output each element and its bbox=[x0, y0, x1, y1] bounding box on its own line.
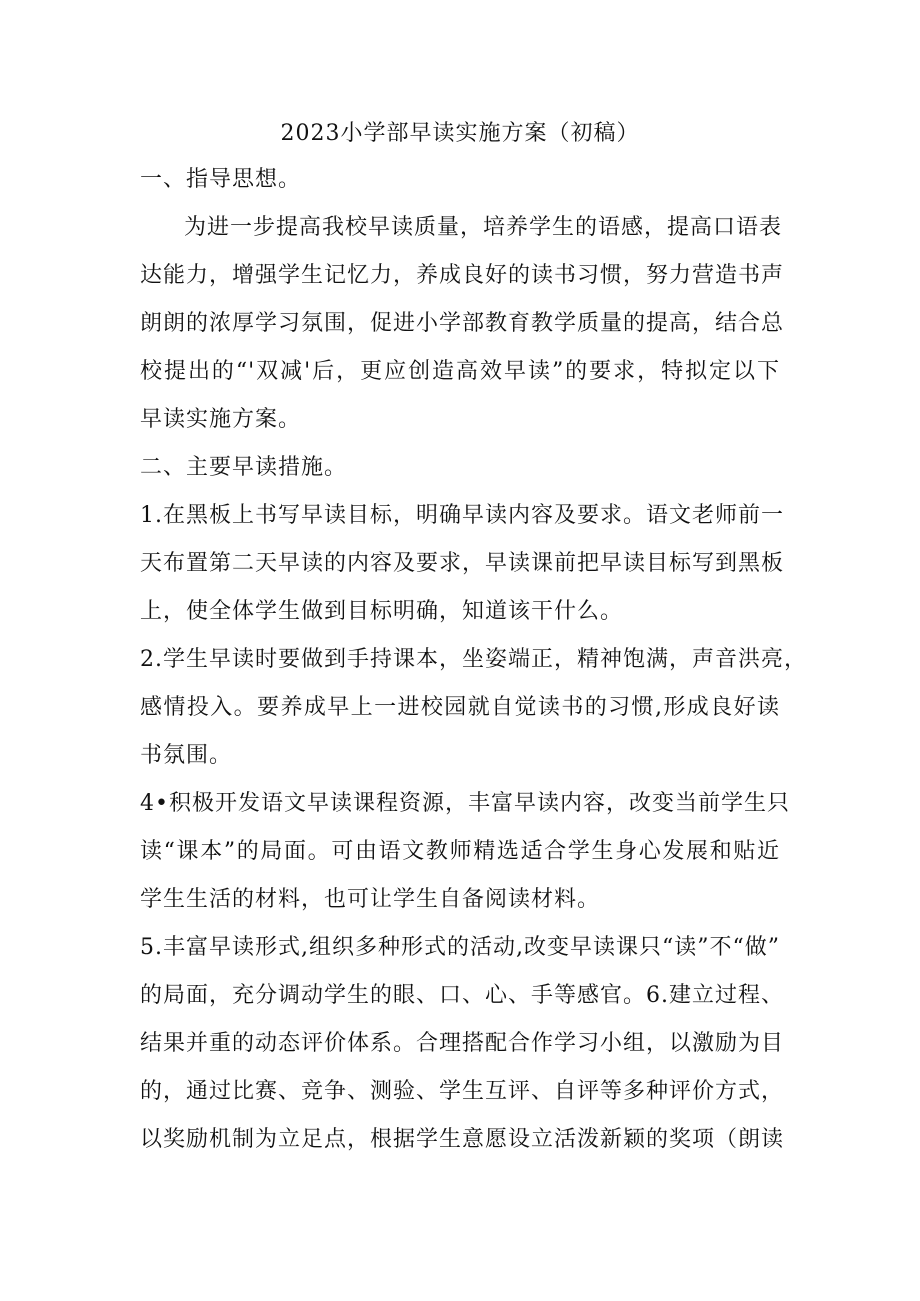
paragraph-line: 的，通过比赛、竞争、测验、学生互评、自评等多种评价方式， bbox=[140, 1079, 785, 1104]
paragraph-line: 达能力，增强学生记忆力，养成良好的读书习惯，努力营造书声 bbox=[140, 263, 785, 288]
paragraph-line: 天布置第二天早读的内容及要求，早读课前把早读目标写到黑板 bbox=[140, 551, 785, 576]
paragraph-line: 5.丰富早读形式,组织多种形式的活动,改变早读课只“读”不“做” bbox=[140, 935, 780, 960]
section-heading-guiding-thought: 一、指导思想。 bbox=[140, 167, 302, 192]
section-heading-measures: 二、主要早读措施。 bbox=[140, 455, 348, 480]
paragraph-line: 以奖励机制为立足点，根据学生意愿设立活泼新颖的奖项（朗读 bbox=[140, 1127, 785, 1152]
paragraph-line: 的局面，充分调动学生的眼、口、心、手等感官。6.建立过程、 bbox=[140, 983, 784, 1008]
paragraph-line: 学生生活的材料，也可让学生自备阅读材料。 bbox=[140, 887, 601, 912]
paragraph-line: 为进一步提高我校早读质量，培养学生的语感，提高口语表 bbox=[184, 215, 783, 240]
paragraph-line: 4•积极开发语文早读课程资源，丰富早读内容，改变当前学生只 bbox=[140, 791, 790, 816]
paragraph-line: 1.在黑板上书写早读目标，明确早读内容及要求。语文老师前一 bbox=[140, 503, 784, 528]
document-title: 2023小学部早读实施方案（初稿） bbox=[280, 121, 640, 146]
paragraph-line: 校提出的“'双减'后，更应创造高效早读”的要求，特拟定以下 bbox=[140, 359, 780, 384]
paragraph-line: 感情投入。要养成早上一进校园就自觉读书的习惯,形成良好读 bbox=[140, 695, 780, 720]
paragraph-line: 2.学生早读时要做到手持课本，坐姿端正，精神饱满，声音洪亮， bbox=[140, 647, 807, 672]
paragraph-line: 结果并重的动态评价体系。合理搭配合作学习小组，以激励为目 bbox=[140, 1031, 785, 1056]
paragraph-line: 读“课本”的局面。可由语文教师精选适合学生身心发展和贴近 bbox=[140, 839, 780, 864]
paragraph-line: 朗朗的浓厚学习氛围，促进小学部教育教学质量的提高，结合总 bbox=[140, 311, 785, 336]
paragraph-line: 上，使全体学生做到目标明确，知道该干什么。 bbox=[140, 599, 624, 624]
paragraph-line: 书氛围。 bbox=[140, 743, 233, 768]
paragraph-line: 早读实施方案。 bbox=[140, 407, 302, 432]
